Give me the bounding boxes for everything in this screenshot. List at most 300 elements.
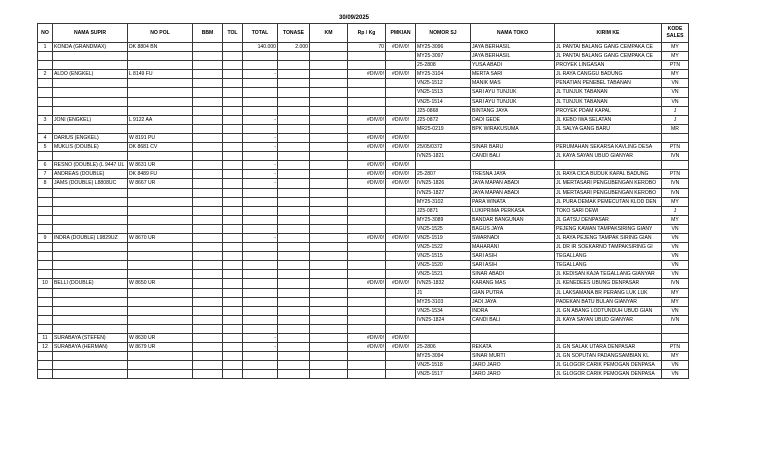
sales-code-cell: VN [662, 370, 689, 379]
store-name-cell: CANDI BALI [471, 315, 555, 324]
driver-name-cell: ALDO (ENGKEL) [53, 70, 128, 79]
fuel-cell [193, 70, 223, 79]
km-cell [310, 352, 348, 361]
fuel-cell [193, 252, 223, 261]
tonnage-cell [278, 343, 310, 352]
delivery-note-cell [416, 161, 471, 170]
store-name-cell: MANIK MAS [471, 79, 555, 88]
delivery-note-cell: 25-2807 [416, 170, 471, 179]
destination-cell: JL GLOGOR CARIK PEMOGAN DENPASA [555, 361, 662, 370]
fuel-cell [193, 352, 223, 361]
km-cell [310, 197, 348, 206]
rate-per-kg-cell [348, 252, 386, 261]
store-name-cell: DADI GEDE [471, 115, 555, 124]
header-cell: NO POL [128, 24, 193, 43]
sales-code-cell: VN [662, 361, 689, 370]
toll-cell [223, 197, 243, 206]
total-cell [243, 279, 278, 288]
km-cell [310, 161, 348, 170]
km-cell [310, 206, 348, 215]
total-cell: - [243, 143, 278, 152]
pmkian-cell [386, 224, 416, 233]
plate-number-cell: DK 8804 BN [128, 43, 193, 52]
sales-code-cell: J [662, 106, 689, 115]
store-name-cell: TRESNA JAYA [471, 170, 555, 179]
fuel-cell [193, 297, 223, 306]
tonnage-cell [278, 188, 310, 197]
pmkian-cell [386, 97, 416, 106]
tonnage-cell [278, 352, 310, 361]
tonnage-cell [278, 79, 310, 88]
destination-cell: JL RAYA CANGGU BADUNG [555, 70, 662, 79]
destination-cell: JL SALYA GANG BARU [555, 124, 662, 133]
plate-number-cell: DK 8489 FU [128, 170, 193, 179]
tonnage-cell [278, 306, 310, 315]
table-row [38, 97, 689, 106]
fuel-cell [193, 279, 223, 288]
fuel-cell [193, 315, 223, 324]
toll-cell [223, 152, 243, 161]
destination-cell: JL RAYA CICA BUDUK KAPAL BADUNG [555, 170, 662, 179]
sales-code-cell: IVN [662, 152, 689, 161]
toll-cell [223, 79, 243, 88]
table-row [38, 343, 689, 352]
fuel-cell [193, 43, 223, 52]
row-no-cell [38, 152, 53, 161]
store-name-cell: JADI JAYA [471, 297, 555, 306]
rate-per-kg-cell [348, 297, 386, 306]
table-row [38, 270, 689, 279]
rate-per-kg-cell [348, 206, 386, 215]
delivery-note-cell [416, 324, 471, 333]
tonnage-cell [278, 206, 310, 215]
total-cell [243, 97, 278, 106]
rate-per-kg-cell: #DIV/0! [348, 343, 386, 352]
destination-cell: JL GLOGOR CARIK PEMOGAN DENPASA [555, 370, 662, 379]
tonnage-cell [278, 88, 310, 97]
driver-name-cell [53, 88, 128, 97]
km-cell [310, 115, 348, 124]
rate-per-kg-cell: #DIV/0! [348, 70, 386, 79]
rate-per-kg-cell: #DIV/0! [348, 133, 386, 142]
fuel-cell [193, 188, 223, 197]
destination-cell [555, 133, 662, 142]
pmkian-cell [386, 197, 416, 206]
delivery-note-cell: MR25-0219 [416, 124, 471, 133]
sales-code-cell: MY [662, 43, 689, 52]
header-cell: PMKIAN [386, 24, 416, 43]
pmkian-cell [386, 361, 416, 370]
delivery-note-cell: VN25-1513 [416, 88, 471, 97]
tonnage-cell: 2.000 [278, 43, 310, 52]
sales-code-cell [662, 324, 689, 333]
row-no-cell [38, 297, 53, 306]
table-row [38, 334, 689, 343]
driver-name-cell: INDRA (DOUBLE) L9829UZ [53, 233, 128, 242]
store-name-cell: CANDI BALI [471, 152, 555, 161]
table-row [38, 70, 689, 79]
km-cell [310, 370, 348, 379]
plate-number-cell [128, 197, 193, 206]
destination-cell: JL PANTAI BALANG GANG CEMPAKA CE [555, 52, 662, 61]
total-cell [243, 224, 278, 233]
plate-number-cell [128, 152, 193, 161]
row-no-cell: 11 [38, 334, 53, 343]
toll-cell [223, 188, 243, 197]
total-cell: - [243, 70, 278, 79]
fuel-cell [193, 106, 223, 115]
plate-number-cell [128, 261, 193, 270]
delivery-note-cell: VN25-1534 [416, 306, 471, 315]
rate-per-kg-cell [348, 106, 386, 115]
sales-code-cell: PTN [662, 143, 689, 152]
toll-cell [223, 343, 243, 352]
row-no-cell [38, 61, 53, 70]
destination-cell: JL MERTASARI PENGUBENGAN KEROBO [555, 188, 662, 197]
store-name-cell [471, 334, 555, 343]
tonnage-cell [278, 97, 310, 106]
store-name-cell: SINAR ABADI [471, 270, 555, 279]
sales-code-cell: IVN [662, 188, 689, 197]
sales-code-cell: VN [662, 261, 689, 270]
destination-cell: JL KENEDEES UBUNG DENPASAR [555, 279, 662, 288]
plate-number-cell [128, 243, 193, 252]
toll-cell [223, 288, 243, 297]
km-cell [310, 152, 348, 161]
row-no-cell: 10 [38, 279, 53, 288]
plate-number-cell [128, 270, 193, 279]
plate-number-cell [128, 252, 193, 261]
rate-per-kg-cell [348, 306, 386, 315]
rate-per-kg-cell [348, 79, 386, 88]
km-cell [310, 88, 348, 97]
total-cell [243, 61, 278, 70]
km-cell [310, 279, 348, 288]
plate-number-cell [128, 297, 193, 306]
rate-per-kg-cell [348, 370, 386, 379]
plate-number-cell [128, 88, 193, 97]
pmkian-cell: #DIV/0! [386, 233, 416, 242]
toll-cell [223, 324, 243, 333]
driver-name-cell: JAMS (DOUBLE) L8808UC [53, 179, 128, 188]
pmkian-cell [386, 288, 416, 297]
total-cell [243, 252, 278, 261]
total-cell [243, 243, 278, 252]
rate-per-kg-cell: #DIV/0! [348, 179, 386, 188]
plate-number-cell: W 8630 UR [128, 334, 193, 343]
total-cell [243, 297, 278, 306]
delivery-note-cell: IVN25-1832 [416, 279, 471, 288]
tonnage-cell [278, 224, 310, 233]
total-cell: - [243, 179, 278, 188]
sales-code-cell: IVN [662, 315, 689, 324]
plate-number-cell [128, 106, 193, 115]
table-row [38, 261, 689, 270]
km-cell [310, 70, 348, 79]
driver-name-cell [53, 315, 128, 324]
row-no-cell: 12 [38, 343, 53, 352]
km-cell [310, 334, 348, 343]
sales-code-cell [662, 133, 689, 142]
plate-number-cell: L 8149 FU [128, 70, 193, 79]
destination-cell: JL TUNJUK TABANAN [555, 88, 662, 97]
driver-name-cell: SURABAYA (STEFEN) [53, 334, 128, 343]
delivery-note-cell: VN25-1518 [416, 361, 471, 370]
sales-code-cell: VN [662, 243, 689, 252]
plate-number-cell [128, 206, 193, 215]
fuel-cell [193, 161, 223, 170]
sales-code-cell: MY [662, 297, 689, 306]
km-cell [310, 261, 348, 270]
fuel-cell [193, 143, 223, 152]
sales-code-cell: VN [662, 79, 689, 88]
driver-name-cell [53, 152, 128, 161]
toll-cell [223, 370, 243, 379]
km-cell [310, 306, 348, 315]
rate-per-kg-cell [348, 197, 386, 206]
destination-cell: TEGALLANG [555, 261, 662, 270]
plate-number-cell [128, 52, 193, 61]
rate-per-kg-cell [348, 243, 386, 252]
rate-per-kg-cell [348, 61, 386, 70]
destination-cell: JL GN SALAK UTARA DENPASAR [555, 343, 662, 352]
fuel-cell [193, 370, 223, 379]
rate-per-kg-cell [348, 188, 386, 197]
pmkian-cell [386, 324, 416, 333]
destination-cell [555, 324, 662, 333]
driver-name-cell [53, 270, 128, 279]
store-name-cell: MAHARANI [471, 243, 555, 252]
rate-per-kg-cell [348, 315, 386, 324]
pmkian-cell [386, 124, 416, 133]
header-cell: NAMA TOKO [471, 24, 555, 43]
rate-per-kg-cell [348, 270, 386, 279]
sales-code-cell [662, 334, 689, 343]
destination-cell: JL KAYA SAYAN UBUD GIANYAR [555, 152, 662, 161]
table-row [38, 88, 689, 97]
row-no-cell [38, 288, 53, 297]
km-cell [310, 79, 348, 88]
driver-name-cell [53, 352, 128, 361]
plate-number-cell: W 8191 PU [128, 133, 193, 142]
total-cell [243, 352, 278, 361]
tonnage-cell [278, 288, 310, 297]
pmkian-cell [386, 152, 416, 161]
header-cell: TOL [223, 24, 243, 43]
pmkian-cell [386, 261, 416, 270]
table-row [38, 279, 689, 288]
row-no-cell [38, 215, 53, 224]
delivery-note-cell: J25-0871 [416, 206, 471, 215]
total-cell [243, 288, 278, 297]
rate-per-kg-cell: #DIV/0! [348, 143, 386, 152]
plate-number-cell [128, 370, 193, 379]
sales-code-cell: MY [662, 352, 689, 361]
store-name-cell [471, 161, 555, 170]
km-cell [310, 133, 348, 142]
table-row [38, 233, 689, 242]
fuel-cell [193, 215, 223, 224]
plate-number-cell: W 8650 UR [128, 279, 193, 288]
table-row [38, 170, 689, 179]
driver-name-cell [53, 97, 128, 106]
toll-cell [223, 297, 243, 306]
tonnage-cell [278, 279, 310, 288]
delivery-table [37, 23, 689, 379]
pmkian-cell: #DIV/0! [386, 179, 416, 188]
store-name-cell: SARI ASIH [471, 261, 555, 270]
table-row [38, 206, 689, 215]
destination-cell: PADEKAN BATU BULAN GIANYAR [555, 297, 662, 306]
tonnage-cell [278, 61, 310, 70]
total-cell [243, 306, 278, 315]
total-cell [243, 79, 278, 88]
row-no-cell [38, 97, 53, 106]
tonnage-cell [278, 261, 310, 270]
row-no-cell [38, 206, 53, 215]
table-row [38, 288, 689, 297]
driver-name-cell: MUKLIS (DOUBLE) [53, 143, 128, 152]
delivery-note-cell: VN25-1520 [416, 261, 471, 270]
row-no-cell: 2 [38, 70, 53, 79]
driver-name-cell [53, 261, 128, 270]
toll-cell [223, 70, 243, 79]
toll-cell [223, 361, 243, 370]
driver-name-cell: ANDREAS (DOUBLE) [53, 170, 128, 179]
sales-code-cell: MY [662, 197, 689, 206]
fuel-cell [193, 197, 223, 206]
destination-cell: JL GN ABANG LODTUNDUH UBUD GIAN [555, 306, 662, 315]
fuel-cell [193, 79, 223, 88]
driver-name-cell [53, 252, 128, 261]
row-no-cell [38, 315, 53, 324]
row-no-cell [38, 243, 53, 252]
km-cell [310, 106, 348, 115]
plate-number-cell: W 8670 UR [128, 233, 193, 242]
row-no-cell [38, 188, 53, 197]
plate-number-cell [128, 288, 193, 297]
header-cell: BBM [193, 24, 223, 43]
table-row [38, 324, 689, 333]
row-no-cell [38, 88, 53, 97]
total-cell [243, 370, 278, 379]
table-row [38, 152, 689, 161]
tonnage-cell [278, 324, 310, 333]
store-name-cell: SARI ASIH [471, 252, 555, 261]
rate-per-kg-cell [348, 352, 386, 361]
sales-code-cell: VN [662, 270, 689, 279]
plate-number-cell [128, 215, 193, 224]
km-cell [310, 143, 348, 152]
table-row [38, 61, 689, 70]
sales-code-cell [662, 161, 689, 170]
tonnage-cell [278, 233, 310, 242]
fuel-cell [193, 115, 223, 124]
delivery-note-cell: VN25-1512 [416, 79, 471, 88]
destination-cell: TEGALLANG [555, 252, 662, 261]
fuel-cell [193, 97, 223, 106]
delivery-note-cell: 25/05/0372 [416, 143, 471, 152]
km-cell [310, 270, 348, 279]
table-row [38, 297, 689, 306]
pmkian-cell [386, 61, 416, 70]
plate-number-cell [128, 188, 193, 197]
driver-name-cell [53, 215, 128, 224]
rate-per-kg-cell [348, 124, 386, 133]
sales-code-cell: J [662, 115, 689, 124]
row-no-cell [38, 306, 53, 315]
fuel-cell [193, 61, 223, 70]
delivery-note-cell: MY25-3103 [416, 297, 471, 306]
plate-number-cell: DK 8681 CV [128, 143, 193, 152]
rate-per-kg-cell: #DIV/0! [348, 233, 386, 242]
total-cell [243, 361, 278, 370]
sales-code-cell: MR [662, 124, 689, 133]
store-name-cell: SWARNADI [471, 233, 555, 242]
table-row [38, 224, 689, 233]
tonnage-cell [278, 179, 310, 188]
rate-per-kg-cell [348, 361, 386, 370]
driver-name-cell [53, 224, 128, 233]
plate-number-cell [128, 315, 193, 324]
store-name-cell: LUKIPRIMA PERKASA [471, 206, 555, 215]
rate-per-kg-cell [348, 52, 386, 61]
toll-cell [223, 97, 243, 106]
row-no-cell: 9 [38, 233, 53, 242]
store-name-cell: SINAR BARU [471, 143, 555, 152]
total-cell [243, 124, 278, 133]
plate-number-cell: W 8679 UR [128, 343, 193, 352]
table-row [38, 106, 689, 115]
sales-code-cell: IVN [662, 179, 689, 188]
toll-cell [223, 243, 243, 252]
delivery-note-cell: J25-0872 [416, 115, 471, 124]
toll-cell [223, 143, 243, 152]
pmkian-cell [386, 243, 416, 252]
plate-number-cell: L 9122 AA [128, 115, 193, 124]
row-no-cell: 7 [38, 170, 53, 179]
driver-name-cell: BELLI (DOUBLE) [53, 279, 128, 288]
tonnage-cell [278, 315, 310, 324]
pmkian-cell [386, 106, 416, 115]
delivery-note-cell: 25-2808 [416, 61, 471, 70]
plate-number-cell [128, 224, 193, 233]
driver-name-cell: DARIUS (ENGKEL) [53, 133, 128, 142]
store-name-cell: KARANG MAS [471, 279, 555, 288]
pmkian-cell [386, 88, 416, 97]
row-no-cell: 3 [38, 115, 53, 124]
toll-cell [223, 206, 243, 215]
store-name-cell: JARO JARO [471, 361, 555, 370]
plate-number-cell [128, 324, 193, 333]
table-row [38, 197, 689, 206]
header-cell: TOTAL [243, 24, 278, 43]
plate-number-cell [128, 352, 193, 361]
table-row [38, 115, 689, 124]
store-name-cell [471, 324, 555, 333]
row-no-cell [38, 370, 53, 379]
pmkian-cell [386, 270, 416, 279]
driver-name-cell [53, 306, 128, 315]
table-row [38, 133, 689, 142]
fuel-cell [193, 224, 223, 233]
header-cell: NAMA SUPIR [53, 24, 128, 43]
tonnage-cell [278, 243, 310, 252]
sheet-date: 30/09/2025 [338, 15, 370, 21]
driver-name-cell [53, 370, 128, 379]
tonnage-cell [278, 170, 310, 179]
table-row [38, 243, 689, 252]
